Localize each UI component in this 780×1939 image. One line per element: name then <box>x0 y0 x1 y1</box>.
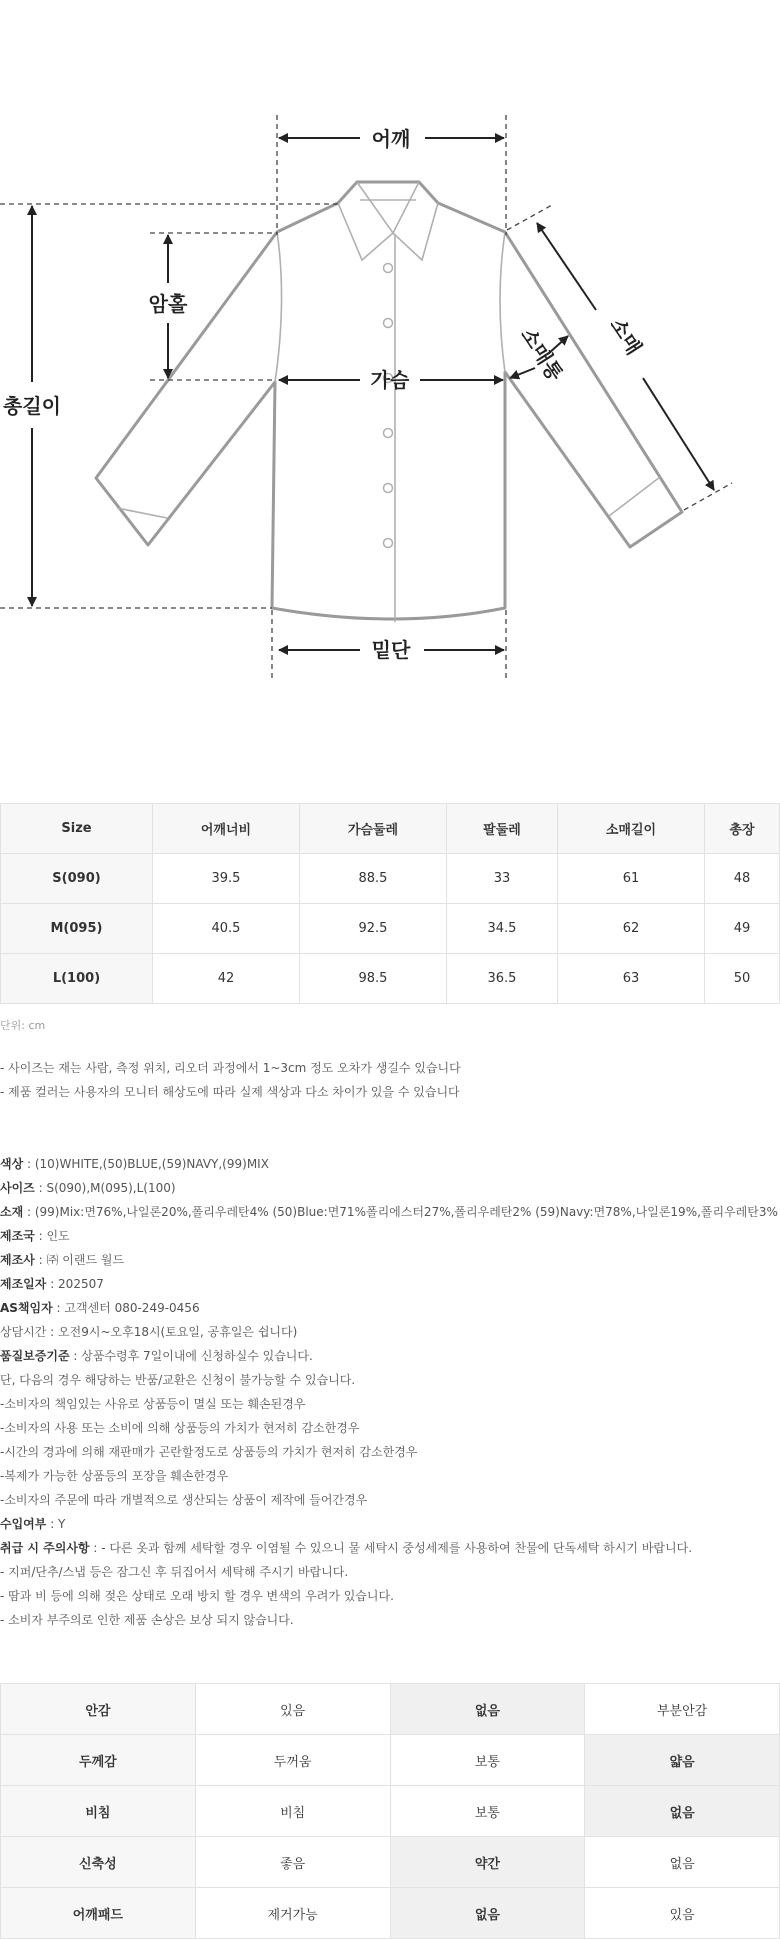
size-value-cell: 62 <box>557 904 704 954</box>
info-row <box>0 1368 780 1392</box>
feature-row <box>1 1888 780 1939</box>
info-row <box>0 1152 780 1176</box>
info-value: - 소비자 부주의로 인한 제품 손상은 보상 되지 않습니다. <box>0 1613 294 1627</box>
size-table-header: Size <box>1 804 153 854</box>
info-key: 품질보증기준 <box>0 1349 70 1363</box>
info-row <box>0 1200 780 1224</box>
info-row <box>0 1296 780 1320</box>
shirt-illustration <box>96 182 682 619</box>
table-row <box>1 904 780 954</box>
info-value: : (99)Mix:면76%,나일론20%,폴리우레탄4% (50)Blue:면71%폴리에스터27%,폴리우레탄2% (59)Navy:면78%,나일론19%,폴리우레탄3% <box>23 1205 778 1219</box>
info-row <box>0 1320 780 1344</box>
info-key: 수입여부 <box>0 1517 47 1531</box>
size-value-cell: 36.5 <box>446 954 557 1004</box>
feature-option: 보통 <box>390 1735 585 1786</box>
size-measurement-diagram <box>0 0 780 800</box>
unit-label: 단위: cm <box>0 1019 46 1032</box>
info-key: 색상 <box>0 1157 24 1171</box>
label-sleeve: 소매 <box>605 313 647 359</box>
size-table-header: 가슴둘레 <box>299 804 446 854</box>
size-value-cell: 40.5 <box>152 904 299 954</box>
size-table <box>0 803 780 1004</box>
info-key: 제조국 <box>0 1229 35 1243</box>
info-key: 제조일자 <box>0 1277 47 1291</box>
info-value: 단, 다음의 경우 해당하는 반품/교환은 신청이 불가능할 수 있습니다. <box>0 1373 356 1387</box>
info-row <box>0 1560 780 1584</box>
feature-option-selected: 없음 <box>390 1684 585 1735</box>
size-value-cell: 49 <box>704 904 779 954</box>
feature-option-selected: 없음 <box>585 1786 780 1837</box>
feature-option: 두꺼움 <box>195 1735 390 1786</box>
info-row <box>0 1536 780 1560</box>
info-row <box>0 1584 780 1608</box>
info-row <box>0 1488 780 1512</box>
size-value-cell: 42 <box>152 954 299 1004</box>
size-name-cell: M(095) <box>1 904 153 954</box>
label-chest: 가슴 <box>370 368 410 392</box>
size-value-cell: 92.5 <box>299 904 446 954</box>
size-table-header: 소매길이 <box>557 804 704 854</box>
info-value: : - 다른 옷과 함께 세탁할 경우 이염될 수 있으니 물 세탁시 중성세제를 사용하여 찬물에 단독세탁 하시기 바랍니다. <box>89 1541 693 1555</box>
size-value-cell: 50 <box>704 954 779 1004</box>
info-row <box>0 1176 780 1200</box>
size-value-cell: 61 <box>557 854 704 904</box>
feature-row <box>1 1837 780 1888</box>
label-shoulder: 어깨 <box>371 127 411 151</box>
size-name-cell: L(100) <box>1 954 153 1004</box>
info-value: -소비자의 주문에 따라 개별적으로 생산되는 상품이 제작에 들어간경우 <box>0 1493 368 1507</box>
table-row <box>1 954 780 1004</box>
size-table-header: 총장 <box>704 804 779 854</box>
info-value: - 지퍼/단추/스냅 등은 잠그신 후 뒤집어서 세탁해 주시기 바랍니다. <box>0 1565 349 1579</box>
feature-name: 비침 <box>1 1786 196 1837</box>
info-key: 제조사 <box>0 1253 35 1267</box>
info-value: : 상품수령후 7일이내에 신청하실수 있습니다. <box>69 1349 313 1363</box>
feature-option-selected: 얇음 <box>585 1735 780 1786</box>
info-row <box>0 1608 780 1632</box>
feature-table <box>0 1683 780 1939</box>
feature-row <box>1 1786 780 1837</box>
info-row <box>0 1512 780 1536</box>
feature-option: 있음 <box>585 1888 780 1939</box>
feature-name: 어깨패드 <box>1 1888 196 1939</box>
label-total-length: 총길이 <box>3 394 61 418</box>
feature-name: 안감 <box>1 1684 196 1735</box>
feature-option: 제거가능 <box>195 1888 390 1939</box>
info-row <box>0 1248 780 1272</box>
info-value: : (10)WHITE,(50)BLUE,(59)NAVY,(99)MIX <box>23 1157 269 1171</box>
label-armhole: 암홀 <box>148 292 188 316</box>
info-row <box>0 1344 780 1368</box>
info-value: -시간의 경과에 의해 재판매가 곤란할정도로 상품등의 가치가 현저히 감소한경우 <box>0 1445 418 1459</box>
size-value-cell: 88.5 <box>299 854 446 904</box>
feature-option: 없음 <box>585 1837 780 1888</box>
feature-option: 좋음 <box>195 1837 390 1888</box>
feature-row <box>1 1735 780 1786</box>
size-value-cell: 48 <box>704 854 779 904</box>
size-table-header: 팔둘레 <box>446 804 557 854</box>
size-notes <box>0 1056 461 1104</box>
info-row <box>0 1416 780 1440</box>
feature-option-selected: 약간 <box>390 1837 585 1888</box>
table-row <box>1 854 780 904</box>
size-value-cell: 34.5 <box>446 904 557 954</box>
info-value: - 땀과 비 등에 의해 젖은 상태로 오래 방치 할 경우 변색의 우려가 있습니다. <box>0 1589 394 1603</box>
note-line: - 제품 컬러는 사용자의 모니터 해상도에 따라 실제 색상과 다소 차이가 있을 수 있습니다 <box>0 1085 460 1099</box>
size-table-header-row <box>1 804 780 854</box>
feature-row <box>1 1684 780 1735</box>
note-line: - 사이즈는 재는 사람, 측정 위치, 리오더 과정에서 1~3cm 정도 오차가 생길수 있습니다 <box>0 1061 461 1075</box>
info-value: -소비자의 책임있는 사유로 상품등이 멸실 또는 훼손된경우 <box>0 1397 306 1411</box>
info-key: 소재 <box>0 1205 24 1219</box>
info-key: 취급 시 주의사항 <box>0 1541 90 1555</box>
info-key: 사이즈 <box>0 1181 35 1195</box>
info-value: : S(090),M(095),L(100) <box>34 1181 176 1195</box>
feature-option-selected: 없음 <box>390 1888 585 1939</box>
info-row <box>0 1392 780 1416</box>
feature-option: 보통 <box>390 1786 585 1837</box>
feature-option: 비침 <box>195 1786 390 1837</box>
info-value: -소비자의 사용 또는 소비에 의해 상품등의 가치가 현저히 감소한경우 <box>0 1421 360 1435</box>
feature-option: 있음 <box>195 1684 390 1735</box>
info-row <box>0 1272 780 1296</box>
info-value: : ㈜ 이랜드 월드 <box>34 1253 125 1267</box>
size-value-cell: 98.5 <box>299 954 446 1004</box>
feature-option: 부분안감 <box>585 1684 780 1735</box>
info-row <box>0 1224 780 1248</box>
size-value-cell: 63 <box>557 954 704 1004</box>
size-value-cell: 33 <box>446 854 557 904</box>
info-row <box>0 1464 780 1488</box>
size-table-header: 어깨너비 <box>152 804 299 854</box>
info-value: : 인도 <box>34 1229 70 1243</box>
feature-name: 신축성 <box>1 1837 196 1888</box>
info-value: : Y <box>46 1517 66 1531</box>
size-value-cell: 39.5 <box>152 854 299 904</box>
info-key: AS책임자 <box>0 1301 53 1315</box>
size-name-cell: S(090) <box>1 854 153 904</box>
label-hem: 밑단 <box>371 638 411 662</box>
label-sleeve-width: 소매통 <box>516 323 568 386</box>
info-value: 상담시간 : 오전9시~오후18시(토요일, 공휴일은 쉽니다) <box>0 1325 298 1339</box>
feature-name: 두께감 <box>1 1735 196 1786</box>
product-info <box>0 1152 780 1632</box>
info-row <box>0 1440 780 1464</box>
info-value: : 202507 <box>46 1277 104 1291</box>
info-value: -복제가 가능한 상품등의 포장을 훼손한경우 <box>0 1469 229 1483</box>
info-value: : 고객센터 080-249-0456 <box>52 1301 200 1315</box>
